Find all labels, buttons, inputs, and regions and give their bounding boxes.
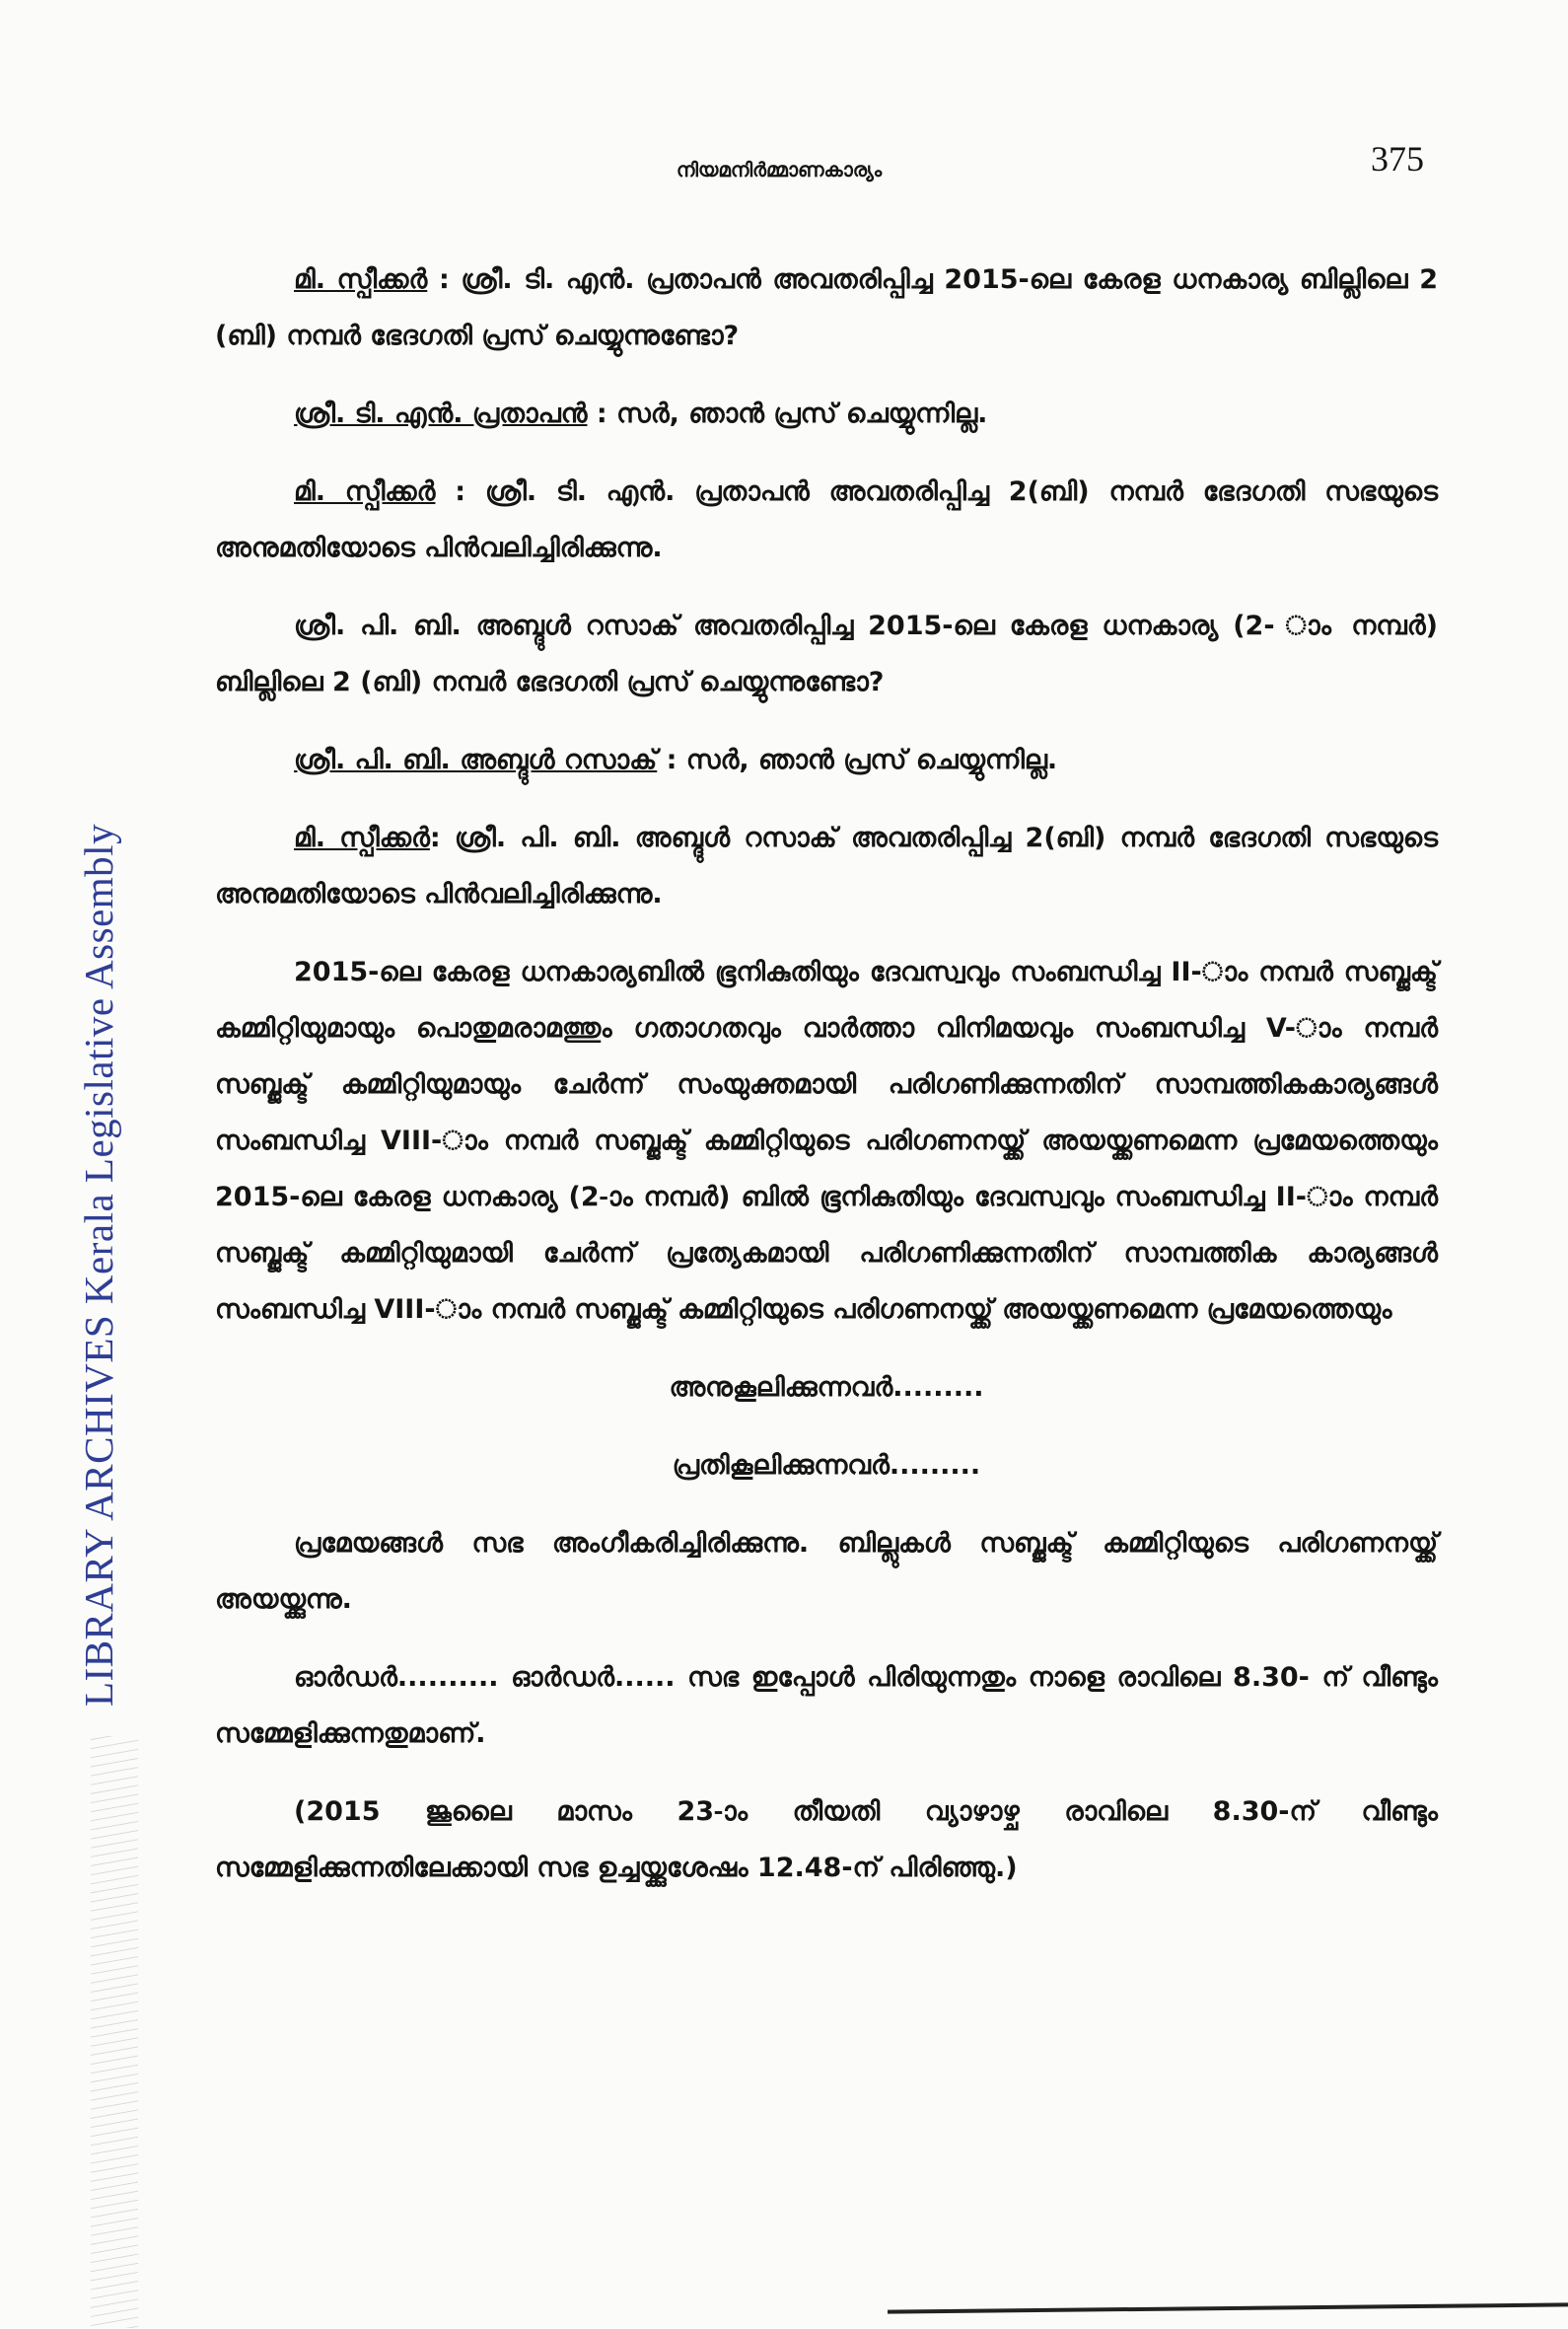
motion-paragraph: [215, 944, 1438, 1338]
speech-text: : ശ്രീ. ടി. എൻ. പ്രതാപൻ അവതരിപ്പിച്ച 2015-ലെ കേരള ധനകാര്യ ബില്ലിലെ 2 (ബി) നമ്പർ ഭേദഗതി പ്രസ് ചെയ്യുന്നുണ്ടോ?: [215, 264, 1438, 351]
scan-edge-noise: [91, 1736, 138, 2328]
speech-text: : സർ, ഞാൻ പ്രസ് ചെയ്യുന്നില്ല.: [587, 399, 988, 429]
speaker-name: ശ്രീ. പി. ബി. അബ്ദുൾ റസാക്: [294, 745, 658, 775]
speech-text: : ശ്രീ. പി. ബി. അബ്ദുൾ റസാക് അവതരിപ്പിച്ച 2(ബി) നമ്പർ ഭേദഗതി സഭയുടെ അനുമതിയോടെ പിൻവലിച്ചിരിക്കുന്നു.: [215, 823, 1438, 910]
speech-text: ശ്രീ. പി. ബി. അബ്ദുൾ റസാക് അവതരിപ്പിച്ച 2015-ലെ കേരള ധനകാര്യ (2- ാം നമ്പർ) ബില്ലിലെ 2 (ബി) നമ്പർ ഭേദഗതി പ്രസ് ചെയ്യുന്നുണ്ടോ?: [215, 611, 1438, 697]
speech-paragraph: [215, 464, 1438, 576]
speaker-name: മി. സ്പീക്കർ: [294, 476, 436, 507]
speech-paragraph: [215, 732, 1438, 788]
speech-text: : ശ്രീ. ടി. എൻ. പ്രതാപൻ അവതരിപ്പിച്ച 2(ബി) നമ്പർ ഭേദഗതി സഭയുടെ അനുമതിയോടെ പിൻവലിച്ചിരിക്കുന്നു.: [215, 476, 1438, 563]
motion-text: 2015-ലെ കേരള ധനകാര്യബിൽ ഭൂനികുതിയും ദേവസ്വവും സംബന്ധിച്ച II-ാം നമ്പർ സബ്ജക്ട് കമ്മിറ്റിയുമായും പൊതുമരാമത്തും ഗതാഗതവും വാർത്താ വിനിമയവും സംബന്ധിച്ച V-ാം നമ്പർ സബ്ജക്ട് കമ്മിറ്റിയുമായും ചേർന്ന് സംയുക്തമായി പരിഗണിക്കുന്നതിന് സാമ്പത്തികകാര്യങ്ങൾ സംബന്ധിച്ച VIII-ാം നമ്പർ സബ്ജക്ട് കമ്മിറ്റിയുടെ പരിഗണനയ്ക്ക് അയയ്ക്കണമെന്ന പ്രമേയത്തെയും 2015-ലെ കേരള ധനകാര്യ (2-ാം നമ്പർ) ബിൽ ഭൂനികുതിയും ദേവസ്വവും സംബന്ധിച്ച II-ാം നമ്പർ സബ്ജക്ട് കമ്മിറ്റിയുമായി ചേർന്ന് പ്രത്യേകമായി പരിഗണിക്കുന്നതിന് സാമ്പത്തിക കാര്യങ്ങൾ സംബന്ധിച്ച VIII-ാം നമ്പർ സബ്ജക്ട് കമ്മിറ്റിയുടെ പരിഗണനയ്ക്ക് അയയ്ക്കണമെന്ന പ്രമേയത്തെയും: [215, 957, 1438, 1325]
bottom-rule: [888, 2302, 1568, 2313]
speech-paragraph: [215, 252, 1438, 364]
running-header-title: നിയമനിർമ്മാണകാര്യം: [676, 158, 883, 182]
adjournment-note: (2015 ജൂലൈ മാസം 23-ാം തീയതി വ്യാഴാഴ്ച രാവിലെ 8.30-ന് വീണ്ടും സമ്മേളിക്കുന്നതിലേക്കായി സഭ ഉച്ചയ്ക്കുശേഷം 12.48-ന് പിരിഞ്ഞു.): [215, 1796, 1438, 1883]
speaker-name: മി. സ്പീക്കർ: [294, 823, 430, 853]
vote-noes: പ്രതികൂലിക്കുന്നവർ.........: [672, 1450, 981, 1481]
vote-ayes: അനുകൂലിക്കുന്നവർ.........: [669, 1372, 984, 1403]
speech-paragraph: [215, 598, 1438, 710]
speech-text: : സർ, ഞാൻ പ്രസ് ചെയ്യുന്നില്ല.: [657, 745, 1058, 775]
speech-paragraph: [215, 810, 1438, 922]
speaker-name: മി. സ്പീക്കർ: [294, 264, 428, 295]
library-archives-watermark: LIBRARY ARCHIVES Kerala Legislative Assembly: [76, 823, 121, 1707]
page-number: 375: [1371, 139, 1424, 179]
speaker-name: ശ്രീ. ടി. എൻ. പ്രതാപൻ: [294, 399, 588, 429]
speech-paragraph: [215, 386, 1438, 442]
closing-paragraph: ഓർഡർ.......... ഓർഡർ...... സഭ ഇപ്പോൾ പിരിയുന്നതും നാളെ രാവിലെ 8.30- ന് വീണ്ടും സമ്മേളിക്കുന്നതുമാണ്.: [215, 1662, 1438, 1749]
proceedings-body: [215, 252, 1438, 1918]
closing-paragraph: പ്രമേയങ്ങൾ സഭ അംഗീകരിച്ചിരിക്കുന്നു. ബില്ലുകൾ സബ്ജക്ട് കമ്മിറ്റിയുടെ പരിഗണനയ്ക്ക് അയയ്ക്കുന്നു.: [215, 1528, 1438, 1615]
